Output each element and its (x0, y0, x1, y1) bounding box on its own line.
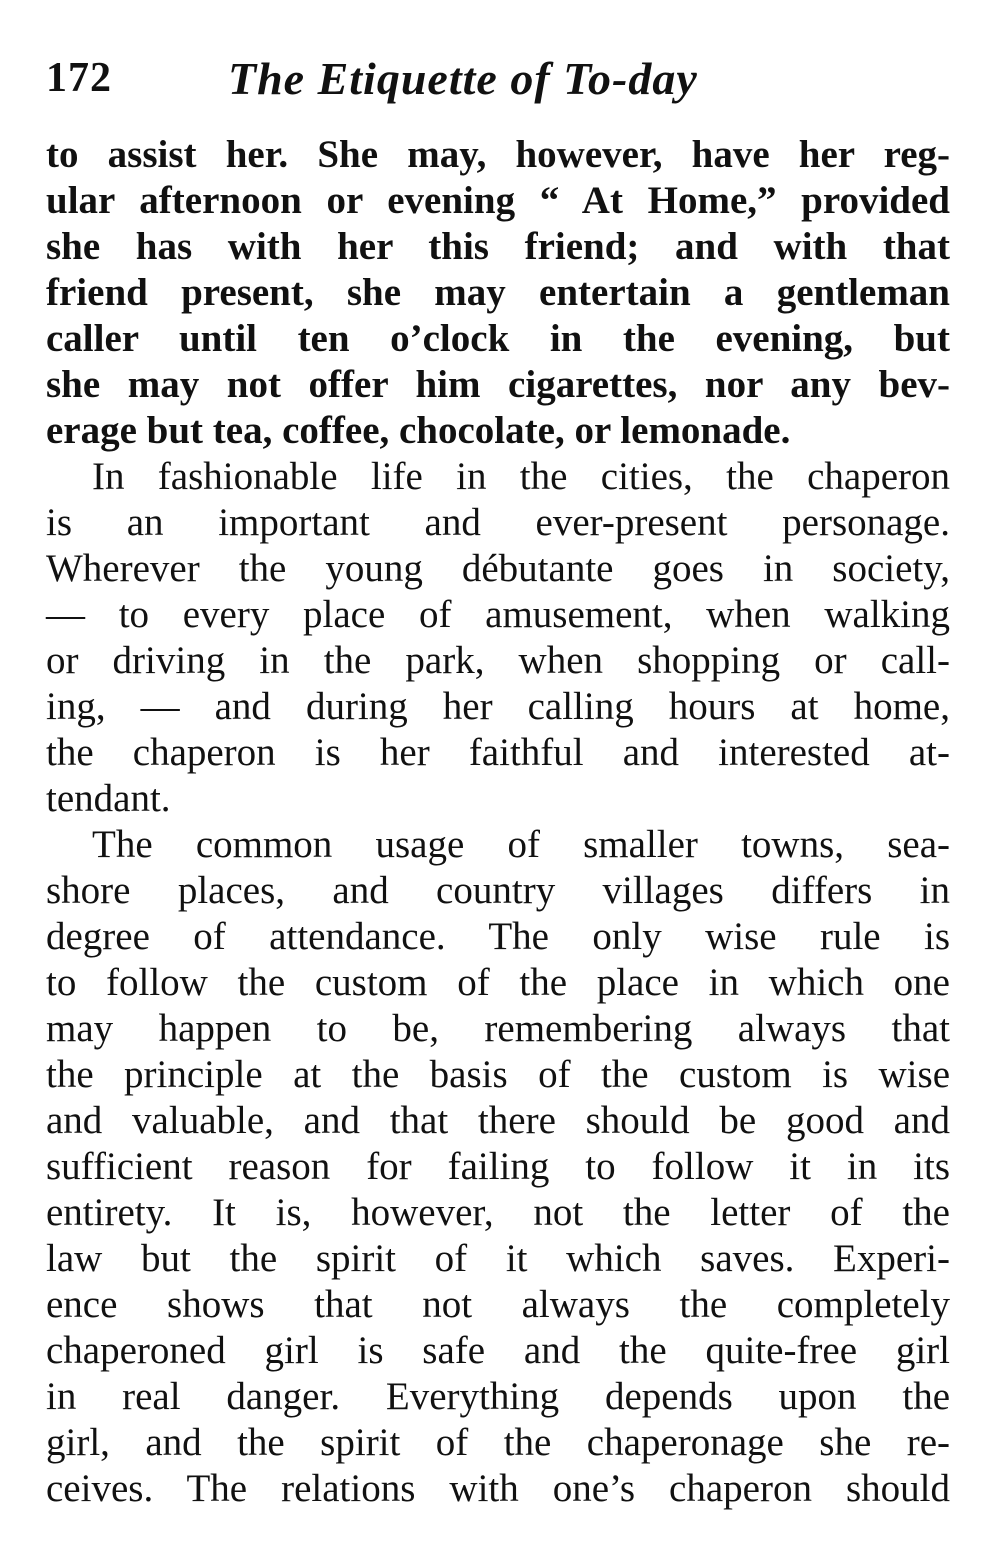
text-line: she has with her this friend; and with that (46, 225, 950, 268)
text-line: to follow the custom of the place in which one (46, 961, 950, 1004)
text-line: and valuable, and that there should be good and (46, 1099, 950, 1142)
text-line: the principle at the basis of the custom is wise (46, 1053, 950, 1096)
text-line: erage but tea, coffee, chocolate, or lemonade. (46, 409, 791, 452)
text-line: Wherever the young débutante goes in society, (46, 547, 950, 590)
text-line: ence shows that not always the completely (46, 1283, 950, 1326)
text-line: tendant. (46, 777, 171, 820)
text-line: girl, and the spirit of the chaperonage she re- (46, 1421, 950, 1464)
text-line: chaperoned girl is safe and the quite-free girl (46, 1329, 950, 1372)
text-line: ceives. The relations with one’s chaperon should (46, 1467, 950, 1510)
text-line: may happen to be, remembering always that (46, 1007, 950, 1050)
page-number: 172 (46, 55, 112, 101)
body-text (46, 132, 950, 1512)
text-line: ing, — and during her calling hours at home, (46, 685, 950, 728)
text-line: In fashionable life in the cities, the chaperon (92, 455, 950, 498)
text-line: — to every place of amusement, when walking (46, 593, 950, 636)
text-line: law but the spirit of it which saves. Experi- (46, 1237, 950, 1280)
text-line: the chaperon is her faithful and interested at- (46, 731, 950, 774)
text-line: entirety. It is, however, not the letter of the (46, 1191, 950, 1234)
text-line: The common usage of smaller towns, sea- (92, 823, 950, 866)
text-line: shore places, and country villages differs in (46, 869, 950, 912)
book-page (46, 40, 950, 1512)
text-line: degree of attendance. The only wise rule is (46, 915, 950, 958)
paragraph-2 (46, 454, 950, 822)
paragraph-1 (46, 132, 950, 454)
running-head (46, 40, 950, 116)
paragraph-3 (46, 822, 950, 1512)
text-line: she may not offer him cigarettes, nor any bev- (46, 363, 950, 406)
text-line: or driving in the park, when shopping or call- (46, 639, 950, 682)
text-line: ular afternoon or evening “ At Home,” provided (46, 179, 950, 222)
book-title: The Etiquette of To-day (228, 53, 698, 104)
text-line: in real danger. Everything depends upon the (46, 1375, 950, 1418)
text-line: friend present, she may entertain a gentleman (46, 271, 950, 314)
text-line: caller until ten o’clock in the evening, but (46, 317, 950, 360)
text-line: to assist her. She may, however, have her reg- (46, 133, 950, 176)
text-line: sufficient reason for failing to follow it in its (46, 1145, 950, 1188)
text-line: is an important and ever-present personage. (46, 501, 950, 544)
